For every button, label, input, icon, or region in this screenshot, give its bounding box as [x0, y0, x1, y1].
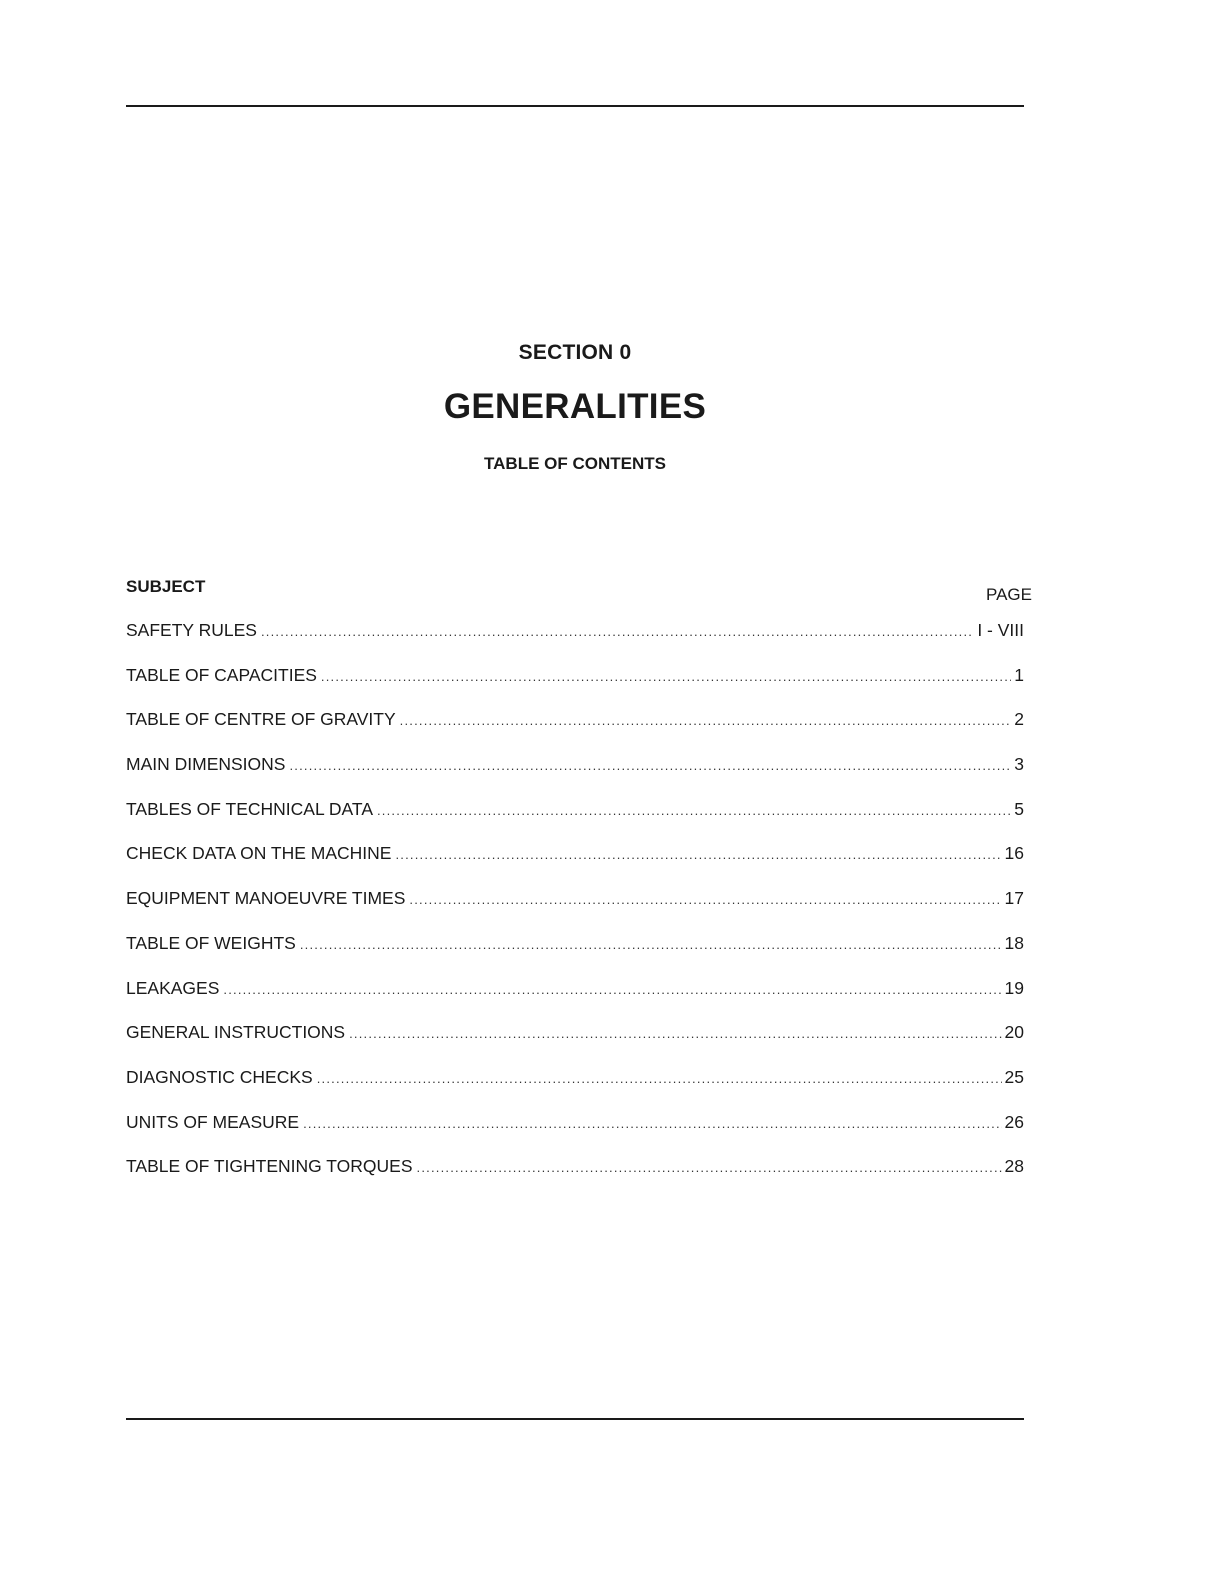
toc-entry-page: 2: [1014, 709, 1024, 730]
toc-entry-page: 16: [1004, 843, 1024, 864]
toc-entry-equipment-manoeuvre-times[interactable]: [126, 888, 1024, 933]
toc-entry-page: 28: [1004, 1156, 1024, 1177]
toc-entry-title: TABLE OF CENTRE OF GRAVITY: [126, 709, 396, 730]
dot-leader: [349, 1026, 1001, 1041]
dot-leader: [300, 937, 1002, 952]
toc-entry-title: TABLES OF TECHNICAL DATA: [126, 798, 373, 819]
toc-entry-title: TABLE OF CAPACITIES: [126, 664, 317, 685]
toc-entry-table-of-tightening-torques[interactable]: [126, 1156, 1024, 1201]
toc-entry-page: 19: [1004, 977, 1024, 998]
toc-entry-title: TABLE OF WEIGHTS: [126, 932, 296, 953]
toc-entry-page: I - VIII: [977, 620, 1024, 640]
toc-entry-page: 20: [1004, 1022, 1024, 1043]
toc-entry-table-of-weights[interactable]: [126, 933, 1024, 978]
toc-entry-general-instructions[interactable]: [126, 1022, 1024, 1067]
dot-leader: [303, 1116, 1001, 1131]
dot-leader: [400, 713, 1012, 728]
toc-entry-title: CHECK DATA ON THE MACHINE: [126, 843, 392, 864]
dot-leader: [321, 669, 1011, 684]
toc-entry-safety-rules[interactable]: [126, 620, 1024, 665]
toc-entry-title: UNITS OF MEASURE: [126, 1111, 300, 1132]
toc-entry-page: 17: [1004, 888, 1024, 909]
toc-entry-table-of-capacities[interactable]: [126, 665, 1024, 710]
toc-entry-title: GENERAL INSTRUCTIONS: [126, 1022, 346, 1043]
top-rule: [126, 105, 1024, 107]
toc-entry-page: 18: [1004, 932, 1024, 953]
toc-entry-title: DIAGNOSTIC CHECKS: [126, 1066, 313, 1087]
dot-leader: [289, 758, 1011, 773]
toc-entry-title: SAFETY RULES: [126, 620, 257, 640]
dot-leader: [377, 803, 1011, 818]
toc-entry-page: 1: [1014, 664, 1024, 685]
toc-entry-page: 26: [1004, 1111, 1024, 1132]
dot-leader: [223, 982, 1001, 997]
page-title: GENERALITIES: [443, 387, 707, 426]
toc-heading: TABLE OF CONTENTS: [484, 454, 666, 473]
toc-entry-title: MAIN DIMENSIONS: [126, 754, 286, 775]
subject-column-header: SUBJECT: [126, 577, 206, 596]
toc-entry-main-dimensions[interactable]: [126, 754, 1024, 799]
toc-entry-table-of-centre-of-gravity[interactable]: [126, 709, 1024, 754]
toc-entry-title: LEAKAGES: [126, 977, 220, 998]
toc-entry-title: TABLE OF TIGHTENING TORQUES: [126, 1156, 413, 1177]
toc-entry-page: 5: [1014, 798, 1024, 819]
toc-entry-page: 3: [1014, 754, 1024, 775]
toc-entry-check-data-on-the-machine[interactable]: [126, 843, 1024, 888]
toc-entry-tables-of-technical-data[interactable]: [126, 799, 1024, 844]
dot-leader: [417, 1160, 1002, 1175]
toc-entry-units-of-measure[interactable]: [126, 1112, 1024, 1157]
toc-list: [126, 620, 1024, 1201]
dot-leader: [261, 624, 974, 639]
bottom-rule: [126, 1418, 1024, 1420]
toc-entry-leakages[interactable]: [126, 978, 1024, 1023]
dot-leader: [409, 892, 1001, 907]
toc-entry-diagnostic-checks[interactable]: [126, 1067, 1024, 1112]
dot-leader: [317, 1071, 1002, 1086]
toc-entry-page: 25: [1004, 1066, 1024, 1087]
dot-leader: [395, 847, 1001, 862]
section-label: SECTION 0: [518, 341, 632, 364]
page-column-header: PAGE: [986, 585, 1032, 604]
toc-entry-title: EQUIPMENT MANOEUVRE TIMES: [126, 888, 406, 909]
